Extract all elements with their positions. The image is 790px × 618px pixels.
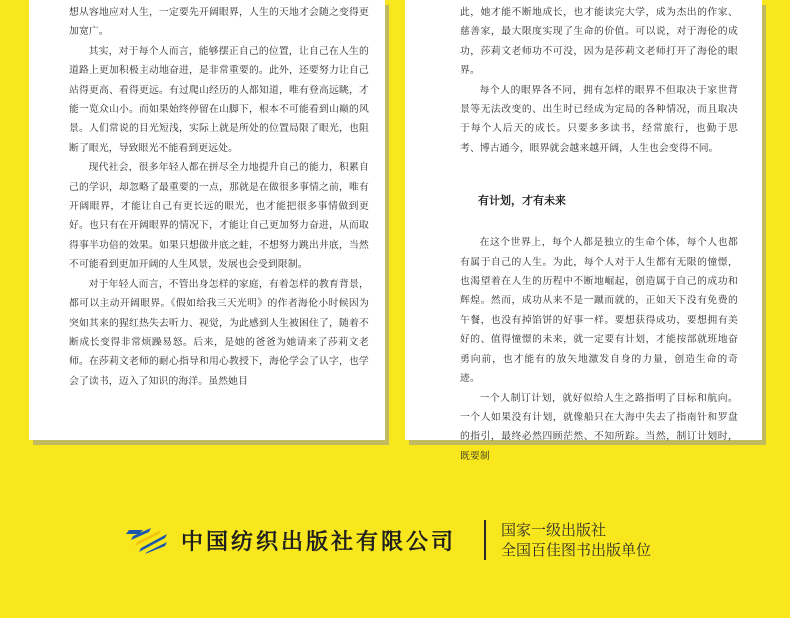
publisher-name: 中国纺织出版社有限公司 [181, 529, 457, 555]
paragraph: 想从容地应对人生，一定要先开阔眼界，人生的天地才会随之变得更加宽广。 [69, 7, 369, 38]
publisher-logo-icon [127, 522, 169, 558]
left-book-page [29, 0, 385, 440]
publisher-honor-line: 全国百佳图书出版单位 [501, 541, 652, 559]
section-heading: 有计划，才有未来 [478, 194, 566, 208]
paragraph: 一个人制订计划，就好似给人生之路指明了目标和航向。一个人如果没有计划，就像船只在大海中失去了指南针和罗盘的指引，最终必然四顾茫然、不知所踪。当然，制订计划时，既要制 [460, 392, 738, 462]
right-book-page [405, 0, 762, 462]
publisher-honor-line: 国家一级出版社 [501, 521, 607, 539]
paragraph: 其实，对于每个人而言，能够摆正自己的位置，让自己在人生的道路上更加积极主动地奋进，是非常重要的。此外，还要努力让自己站得更高、看得更远。有过爬山经历的人都知道，唯有登高远眺，才能一览众山小。而如果始终停留在山脚下，根本不可能看到山巅的风景。人们常说的目光短浅，实际上就是所处的位置局限了眼光，也阻断了眼光，导致眼光不能看到更远处。 [69, 45, 369, 154]
paragraph: 此，她才能不断地成长，也才能读完大学，成为杰出的作家、慈善家，最大限度实现了生命的价值。可以说，对于海伦的成功，莎莉文老师功不可没，因为是莎莉文老师打开了海伦的眼界。 [460, 7, 738, 77]
publisher-footer [127, 518, 687, 562]
paragraph: 每个人的眼界各不同，拥有怎样的眼界不但取决于家世背景等无法改变的、出生时已经成为定局的各种情况，而且取决于每个人后天的成长。只要多多读书，经常旅行，也勤于思考、博古通今，眼界就会越来越开阔，人生也会变得不同。 [460, 84, 738, 154]
paragraph: 对于年轻人而言，不管出身怎样的家庭，有着怎样的教育背景，都可以主动开阔眼界。《假如给我三天光明》的作者海伦小时候因为突如其来的猩红热失去听力、视觉，为此感到人生被困住了，随着不断成长变得非常烦躁易怒。后来，是她的爸爸为她请来了莎莉文老师。在莎莉文老师的耐心指导和用心教授下，海伦学会了认字，也学会了读书，迈入了知识的海洋。虽然她目 [69, 278, 369, 387]
paragraph: 在这个世界上，每个人都是独立的生命个体，每个人也都有属于自己的人生。为此，每个人对于人生都有无限的憧憬，也渴望着在人生的历程中不断地崛起，创造属于自己的成功和辉煌。然而，成功从来不是一蹴而就的，正如天下没有免费的午餐，也没有掉馅饼的好事一样。要想获得成功，要想拥有美好的、值得憧憬的未来，就一定要有计划，才能按部就班地奋勇向前，也才能有的放矢地激发自身的力量，创造生命的奇迹。 [460, 237, 738, 385]
divider [484, 520, 486, 560]
paragraph: 现代社会，很多年轻人都在拼尽全力地提升自己的能力，积累自己的学识，却忽略了最重要的一点，那就是在做很多事情之前，唯有开阔眼界，才能让自己有更长远的眼光，也才能把很多事情做到更好。也只有在开阔眼界的情况下，才能让自己更加努力奋进，从而取得事半功倍的效果。如果只想做井底之蛙，不想努力跳出井底，当然不可能看到更加开阔的人生风景，发展也会受到限制。 [69, 162, 369, 271]
